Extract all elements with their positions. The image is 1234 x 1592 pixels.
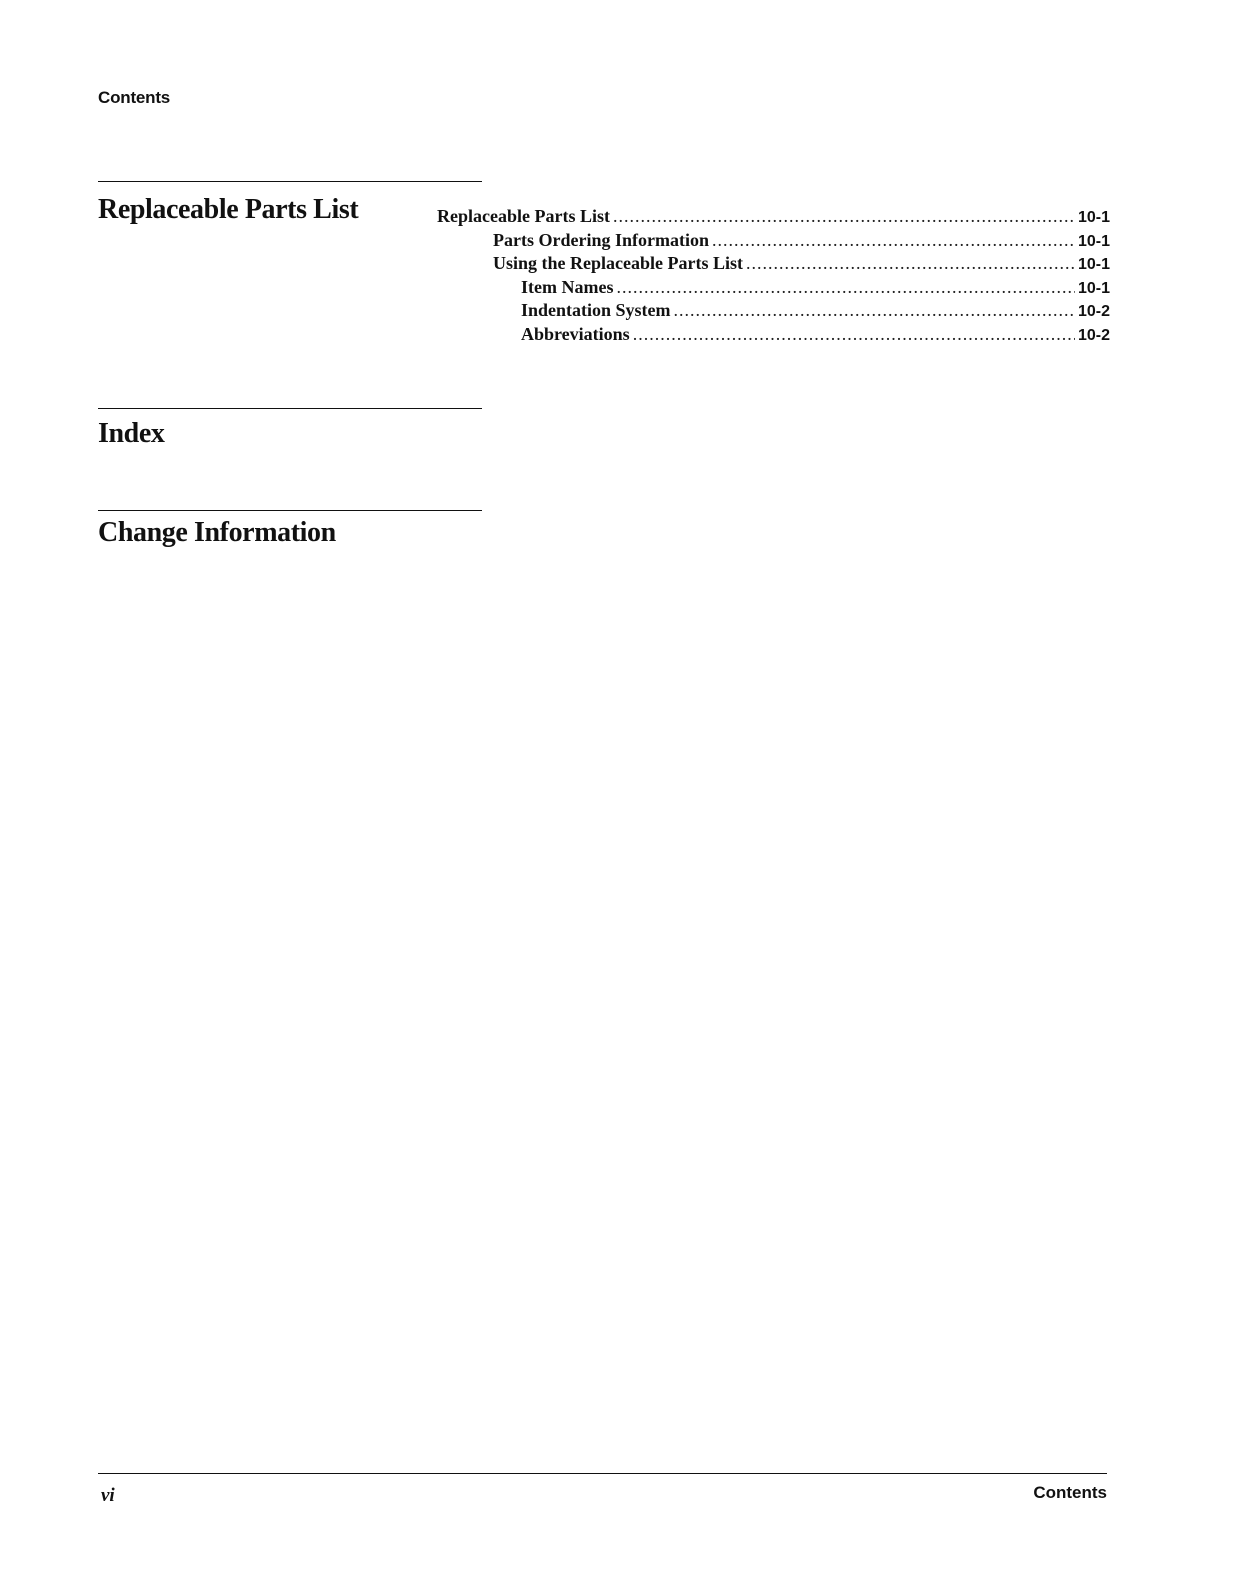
toc-entry-page: 10-2: [1077, 303, 1110, 321]
toc-list: [437, 206, 1110, 348]
toc-dot-leader: [712, 230, 1075, 251]
footer-rule: [98, 1473, 1107, 1474]
toc-dot-leader: [616, 277, 1074, 298]
toc-entry-label: Replaceable Parts List: [437, 206, 610, 226]
section-title-replaceable-parts: Replaceable Parts List: [98, 194, 359, 225]
toc-entry-page: 10-1: [1077, 279, 1110, 297]
toc-entry-page: 10-1: [1077, 256, 1110, 274]
toc-entry[interactable]: [437, 277, 1110, 301]
section-rule-index: [98, 408, 482, 409]
toc-dot-leader: [746, 253, 1075, 274]
toc-dot-leader: [613, 206, 1075, 227]
toc-entry-label: Using the Replaceable Parts List: [493, 253, 743, 274]
toc-dot-leader: [633, 324, 1075, 345]
toc-dot-leader: [674, 300, 1075, 321]
toc-entry-page: 10-1: [1077, 232, 1110, 250]
toc-entry-page: 10-1: [1077, 209, 1110, 226]
section-rule-replaceable-parts: [98, 181, 482, 182]
toc-entry-page: 10-2: [1077, 326, 1110, 344]
toc-entry[interactable]: [437, 206, 1110, 230]
toc-entry[interactable]: [437, 253, 1110, 277]
toc-entry-label: Item Names: [521, 276, 614, 297]
running-header: Contents: [98, 88, 171, 107]
toc-entry-label: Abbreviations: [521, 323, 630, 344]
toc-entry[interactable]: [437, 324, 1110, 348]
toc-entry-label: Indentation System: [521, 300, 671, 321]
footer-title: Contents: [1033, 1483, 1107, 1502]
toc-entry[interactable]: [437, 230, 1110, 254]
toc-entry-label: Parts Ordering Information: [493, 229, 709, 250]
footer-page-number: vi: [101, 1485, 115, 1506]
section-title-index: Index: [98, 418, 165, 449]
toc-entry[interactable]: [437, 300, 1110, 324]
section-title-change-information: Change Information: [98, 517, 336, 548]
section-rule-change-information: [98, 510, 482, 511]
